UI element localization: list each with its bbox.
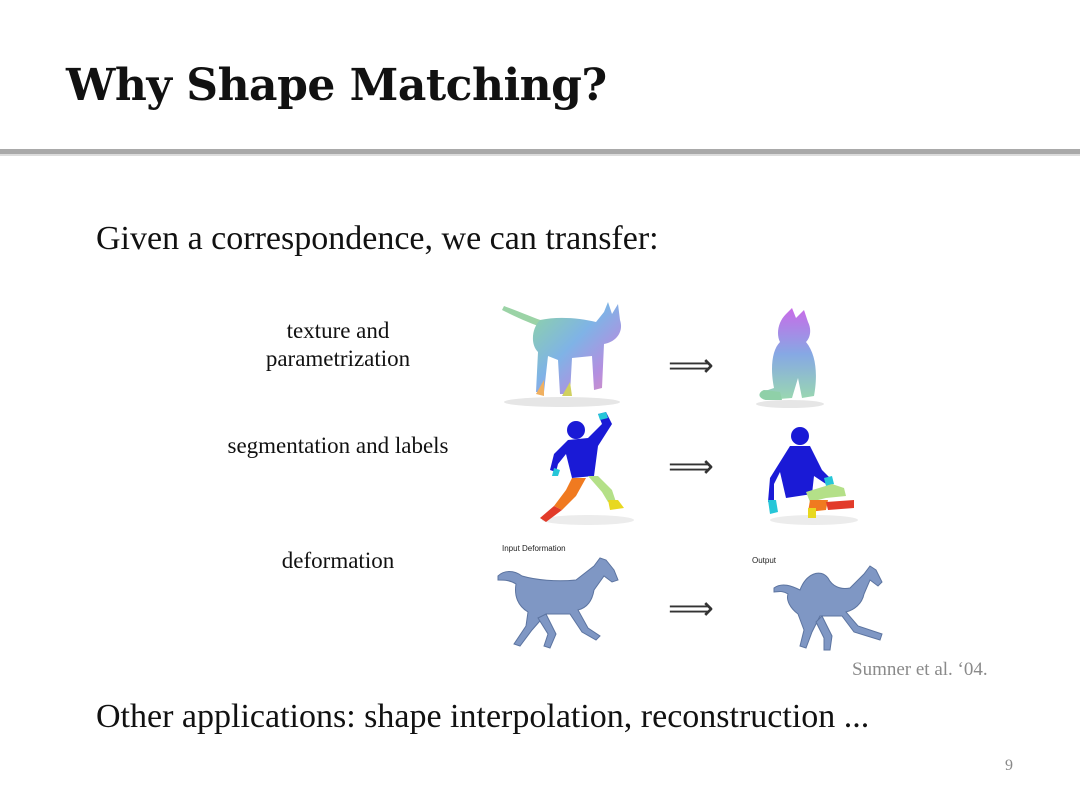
page-number: 9 [1005, 757, 1013, 774]
label-texture-line1: texture and [286, 318, 390, 343]
camel-deformation-icon [770, 560, 892, 654]
label-texture-line2: parametrization [265, 346, 411, 371]
slide-title: Why Shape Matching? [66, 60, 607, 111]
transfer-arrow-segmentation: ⟹ [668, 447, 714, 485]
segmented-human-pose-icon [532, 410, 636, 528]
textured-cat-standing-icon [500, 298, 630, 410]
other-applications-text: Other applications: shape interpolation, reconstruction ... [96, 698, 870, 735]
transfer-arrow-deformation: ⟹ [668, 589, 714, 627]
intro-text: Given a correspondence, we can transfer: [96, 220, 659, 257]
citation: Sumner et al. ‘04. [852, 659, 988, 680]
caption-input-deformation: Input Deformation [502, 544, 566, 553]
caption-output: Output [752, 556, 777, 565]
horse-deformation-icon [496, 556, 632, 654]
title-divider-shadow [0, 154, 1080, 156]
segmented-human-sitting-icon [766, 422, 862, 528]
textured-cat-sitting-icon [752, 308, 828, 410]
transfer-arrow-texture: ⟹ [668, 346, 714, 384]
label-texture [238, 317, 438, 373]
label-deformation: deformation [281, 548, 395, 573]
label-segmentation: segmentation and labels [227, 433, 449, 458]
